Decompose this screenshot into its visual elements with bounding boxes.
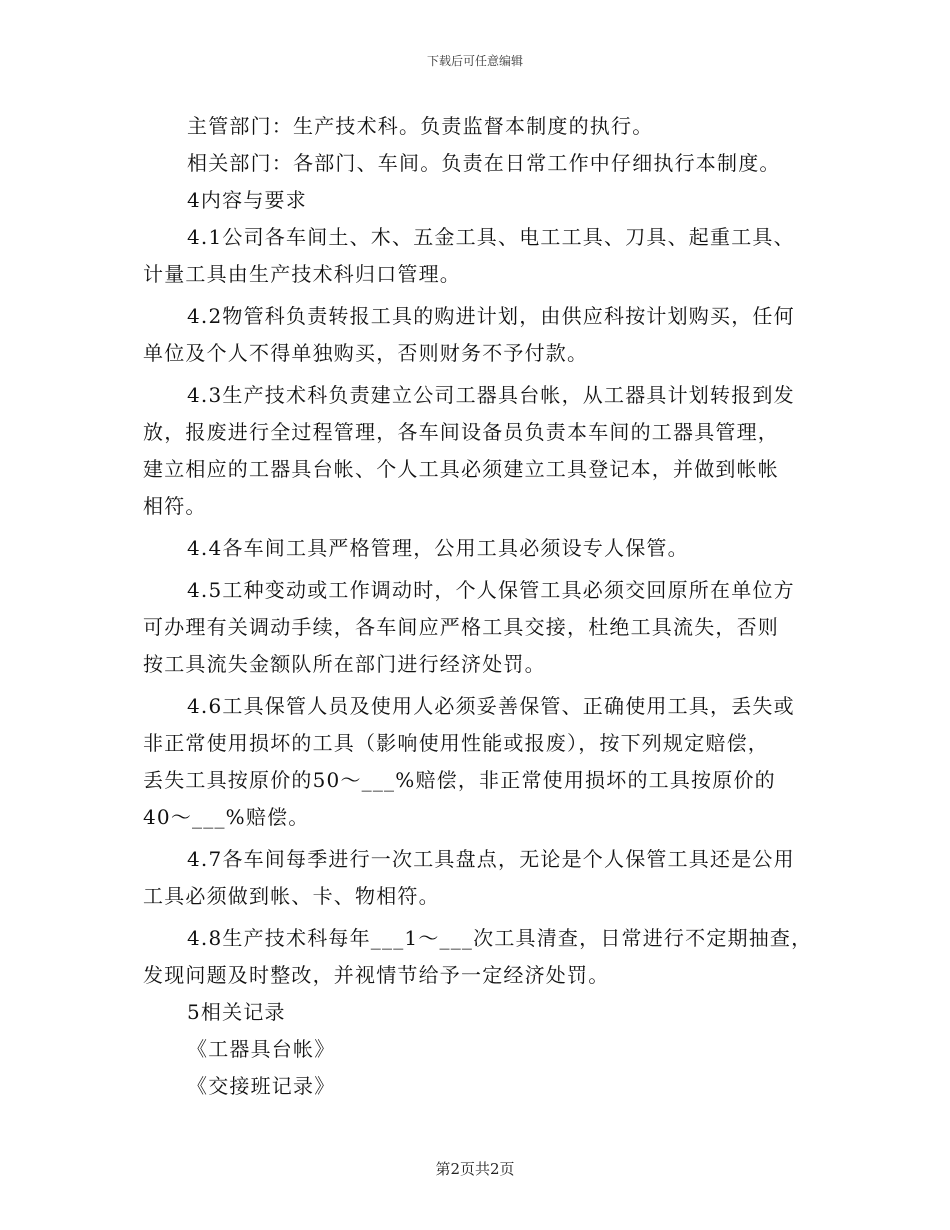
text-line: 《交接班记录》	[187, 1074, 336, 1098]
text-line: 可办理有关调动手续，各车间应严格工具交接，杜绝工具流失，否则	[143, 615, 779, 639]
text-line: 按工具流失金额队所在部门进行经济处罚。	[143, 652, 546, 676]
page-footer: 第2页共2页	[435, 1160, 515, 1178]
text-line: 4.6工具保管人员及使用人必须妥善保管、正确使用工具，丢失或	[187, 694, 795, 718]
text-line: 4.2物管科负责转报工具的购进计划，由供应科按计划购买，任何	[187, 304, 795, 328]
text-line: 40～___%赔偿。	[143, 805, 310, 829]
text-line: 5相关记录	[187, 1000, 286, 1024]
text-line: 4.1公司各车间土、木、五金工具、电工工具、刀具、起重工具、	[187, 225, 795, 249]
text-line: 丢失工具按原价的50～___%赔偿，非正常使用损坏的工具按原价的	[143, 768, 776, 792]
text-line: 4.3生产技术科负责建立公司工器具台帐，从工器具计划转报到发	[187, 383, 795, 407]
text-line: 放，报废进行全过程管理，各车间设备员负责本车间的工器具管理，	[143, 420, 779, 444]
text-line: 计量工具由生产技术科归口管理。	[143, 262, 461, 286]
text-line: 4.7各车间每季进行一次工具盘点，无论是个人保管工具还是公用	[187, 847, 795, 871]
text-line: 4.4各车间工具严格管理，公用工具必须设专人保管。	[187, 536, 689, 560]
text-line: 非正常使用损坏的工具（影响使用性能或报废），按下列规定赔偿，	[143, 731, 769, 755]
text-line: 主管部门：生产技术科。负责监督本制度的执行。	[187, 114, 654, 138]
text-line: 4.8生产技术科每年___1～___次工具清查，日常进行不定期抽查，	[187, 926, 813, 950]
page-header: 下载后可任意编辑	[426, 54, 523, 68]
text-line: 4内容与要求	[187, 188, 307, 212]
document-body	[143, 108, 813, 1105]
text-line: 相符。	[143, 494, 207, 518]
text-line: 建立相应的工器具台帐、个人工具必须建立工具登记本，并做到帐帐	[143, 457, 779, 481]
text-line: 工具必须做到帐、卡、物相符。	[143, 884, 440, 908]
text-line: 4.5工种变动或工作调动时，个人保管工具必须交回原所在单位方	[187, 578, 795, 602]
text-line: 相关部门：各部门、车间。负责在日常工作中仔细执行本制度。	[187, 151, 781, 175]
text-line: 《工器具台帐》	[187, 1037, 336, 1061]
text-line: 发现问题及时整改，并视情节给予一定经济处罚。	[143, 963, 610, 987]
text-line: 单位及个人不得单独购买，否则财务不予付款。	[143, 341, 589, 365]
